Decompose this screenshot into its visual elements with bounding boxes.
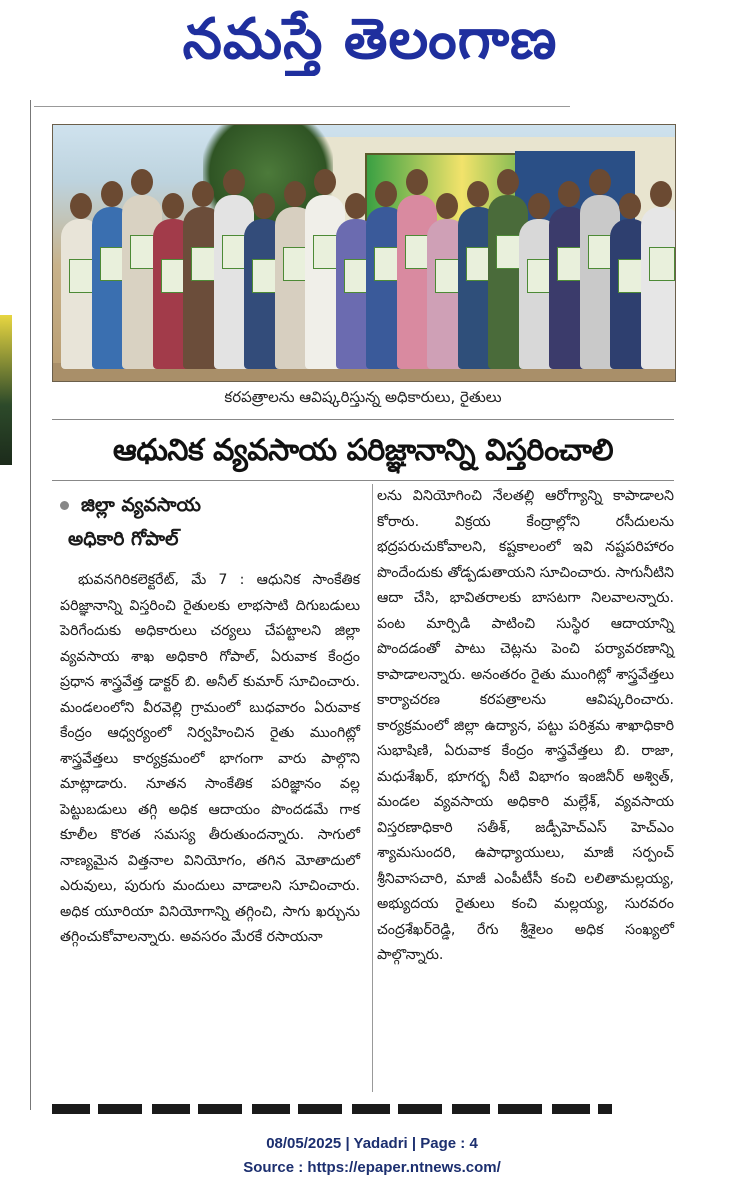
top-rule (34, 106, 570, 107)
newspaper-masthead: నమస్తే తెలంగాణ (182, 6, 558, 72)
footer-source-line: Source : https://epaper.ntnews.com/ (243, 1159, 501, 1176)
photo-crowd (53, 171, 675, 381)
page-footer (0, 1132, 744, 1180)
subhead-line-1: జిల్లా వ్యవసాయ (81, 494, 201, 516)
subhead-line-2: అధికారి గోపాల్ (68, 528, 179, 550)
article-body-right: లను వినియోగించి నేలతల్లి ఆరోగ్యాన్ని కాపాడాలని కోరారు. విక్రయ కేంద్రాల్లోని రసీదులను భద్రపరుచుకోవాలని, కష్టకాలంలో ఇవి నష్టపరిహారం పొందేందుకు తోడ్పడుతాయని సూచించారు. సాగునీటిని ఆదా చేసి, భావితరాలకు బాసటగా నిలవాలన్నారు. పంట మార్పిడి పాటించి సుస్థిర ఆదాయాన్ని పొందడంతో పాటు చెట్లను పెంచి పర్యావరణాన్ని కాపాడాలన్నారు. అనంతరం రైతు ముంగిట్లో శాస్త్రవేత్తలు కార్యాచరణ కరపత్రాలను ఆవిష్కరించారు. కార్యక్రమంలో జిల్లా ఉద్యాన, పట్టు పరిశ్రమ శాఖాధికారి సుభాషిణి, ఏరువాక కేంద్రం శాస్త్రవేత్తలు బి. రాజా, మధుశేఖర్, భూగర్భ నీటి విభాగం ఇంజినీర్ అశ్విత్, మండల వ్యవసాయ అధికారి మల్లేశ్, వ్యవసాయ విస్తరణాధికారి సతీశ్, జడ్పీహెచ్ఎస్ హెచ్ఎం శ్యామసుందరి, ఉపాధ్యాయులు, మాజీ సర్పంచ్ శ్రీనివాసచారి, మాజీ ఎంపీటీసీ కంచి లలితామల్లయ్య, అభ్యుదయ రైతులు కంచి మల్లయ్య, సురవరం చంద్రశేఖర్‌రెడ్డి, రేగు శ్రీశైలం అధిక సంఖ్యలో పాల్గొన్నారు. (377, 488, 674, 963)
article-column-left (60, 568, 360, 1092)
news-photo (52, 124, 676, 382)
adjacent-photo-fragment (0, 315, 12, 465)
footer-edition-line: 08/05/2025 | Yadadri | Page : 4 (266, 1135, 478, 1152)
left-margin-strip (0, 100, 34, 1110)
article-headline: ఆధునిక వ్యవసాయ పరిజ్ఞానాన్ని విస్తరించాలి (112, 433, 614, 468)
photo-person (641, 207, 677, 369)
article-body-left: భువనగిరికలెక్టరేట్, మే 7 : ఆధునిక సాంకేతిక పరిజ్ఞానాన్ని విస్తరించి రైతులకు లాభసాటి దిగుబడులు పెరిగేందుకు అధికారులు చర్యలు చేపట్టాలని జిల్లా వ్యవసాయ శాఖ అధికారి గోపాల్, ఏరువాక కేంద్రం ప్రధాన శాస్త్రవేత్త డాక్టర్ బి. అనీల్ కుమార్ సూచించారు. మండలంలోని వీరవెల్లి గ్రామంలో బుధవారం ఏరువాక కేంద్రం ఆధ్వర్యంలో నిర్వహించిన రైతు ముంగిట్లో శాస్త్రవేత్తలు కార్యక్రమంలో భాగంగా వారు పాల్గొని మాట్లాడారు. నూతన సాంకేతిక పరిజ్ఞానం వల్ల పెట్టుబడులు తగ్గి అధిక ఆదాయం పొందడమే గాక కూలీల కొరత సమస్య తీరుతుందన్నారు. సాగులో నాణ్యమైన విత్తనాల వినియోగం, తగిన మోతాదులో ఎరువులు, పురుగు మందులు వాడాలని సూచించారు. అధిక యూరియా వినియోగాన్ని తగ్గించి, సాగు ఖర్చును తగ్గించుకోవాలన్నారు. అవసరం మేరకే రసాయనా (60, 572, 360, 945)
divider-rule (52, 480, 674, 481)
photo-caption: కరపత్రాలను ఆవిష్కరిస్తున్న అధికారులు, రైతులు (224, 388, 502, 406)
divider-rule (52, 419, 674, 420)
article-subhead (60, 488, 350, 556)
article-column-right (372, 484, 674, 1092)
column-divider (30, 100, 31, 1110)
bullet-icon (60, 501, 69, 510)
cut-off-next-headline (52, 1100, 612, 1114)
